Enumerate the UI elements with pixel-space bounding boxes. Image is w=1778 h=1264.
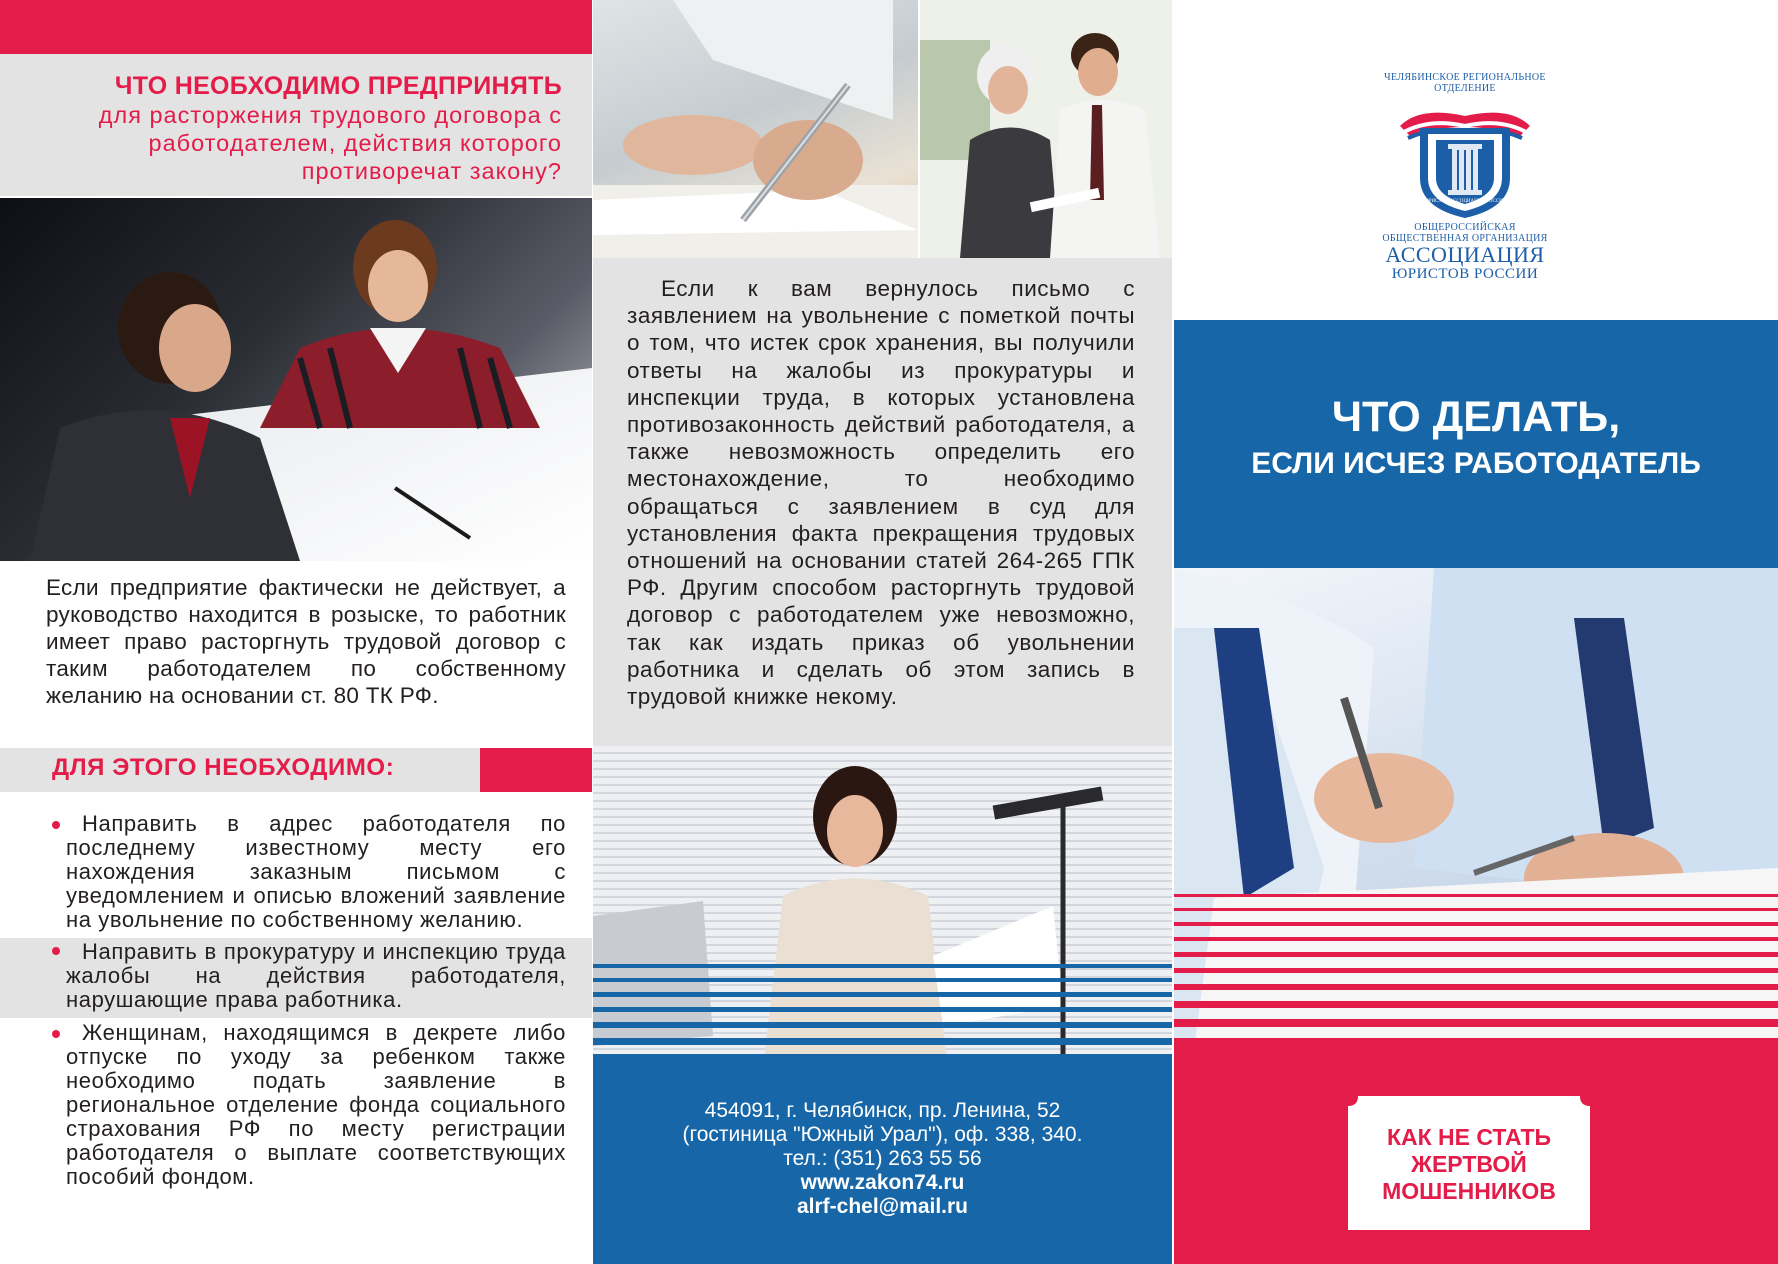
title-line-1: ЧТО ДЕЛАТЬ, <box>1331 393 1621 441</box>
photo-business-signing <box>1174 568 1778 1050</box>
left-subheading-line: противоречат закону? <box>301 158 562 184</box>
left-top-red-bar <box>0 0 592 54</box>
bottom-label-line: КАК НЕ СТАТЬ <box>1386 1124 1552 1150</box>
need-label: ДЛЯ ЭТОГО НЕОБХОДИМО: <box>52 754 395 781</box>
list-item-text: Женщинам, находящимся в декрете либо отпуске по уходу за ребенком также необходимо подать заявление в региональное отделение фонда социального страхования РФ по месту регистрации работодателя о выплате соответствующих пособий фондом. <box>66 1020 566 1189</box>
list-item-text: Направить в адрес работодателя по последнему известному месту его нахождения заказным письмом с уведомлением и описью вложений заявление на увольнение по собственному желанию. <box>66 811 566 932</box>
logo-top-line: ОТДЕЛЕНИЕ <box>1434 83 1496 94</box>
left-intro-text: Если предприятие фактически не действует, а руководство находится в розыске, то работник имеет право расторгнуть трудовой договор с таким работодателем по собственному желанию на основании ст. 80 ТК РФ. <box>46 575 566 708</box>
photo-woman-at-desk <box>593 746 1172 1068</box>
website-link[interactable]: www.zakon74.ru <box>800 1171 965 1194</box>
photo-hand-writing <box>593 0 918 258</box>
address-line-2: (гостиница "Южный Урал"), оф. 338, 340. <box>682 1123 1083 1146</box>
email-link[interactable]: alrf-chel@mail.ru <box>796 1195 969 1218</box>
left-heading: ЧТО НЕОБХОДИМО ПРЕДПРИНЯТЬ <box>114 72 562 100</box>
photo-elderly-woman-consultant <box>920 0 1172 258</box>
bottom-label <box>1348 1124 1590 1205</box>
logo-name-line-2: ЮРИСТОВ РОССИИ <box>1391 266 1539 282</box>
left-heading-block <box>40 72 562 185</box>
photo-business-meeting <box>0 198 592 561</box>
seal-text: ЮРИСТОВ АССОЦИАЦИЯ РОССИИ <box>1423 199 1507 204</box>
middle-body-text <box>627 275 1135 710</box>
need-label-red-block <box>480 748 592 792</box>
list-item <box>0 1021 592 1189</box>
organization-logo <box>1340 72 1590 282</box>
address-line-1: 454091, г. Челябинск, пр. Ленина, 52 <box>704 1099 1061 1122</box>
brochure-title <box>1174 392 1778 486</box>
contact-block <box>593 1099 1172 1219</box>
logo-name-line-1: АССОЦИАЦИЯ <box>1385 242 1545 267</box>
bottom-label-line: МОШЕННИКОВ <box>1382 1178 1556 1204</box>
bullet-dot <box>52 1030 60 1038</box>
middle-body-text-content: Если к вам вернулось письмо с заявлением на увольнение с пометкой почты о том, что истек срок хранения, вы получили ответы на жалобы из прокуратуры и инспекции труда, в которых установлена противозаконность действий работодателя, а также невозможность определить его местонахождение, то необходимо обращаться с заявлением в суд для установления факта прекращения трудовых отношений на основании статей 264-265 ГПК РФ. Другим способом расторгнуть трудовой договор с работодателем уже невозможно, так как издать приказ об увольнении работника и сделать об этом запись в трудовой книжке некому. <box>627 276 1135 710</box>
list-item <box>0 938 592 1018</box>
woman-face <box>368 250 428 322</box>
bottom-label-line: ЖЕРТВОЙ <box>1411 1151 1527 1177</box>
title-line-2: ЕСЛИ ИСЧЕЗ РАБОТОДАТЕЛЬ <box>1251 447 1701 480</box>
bullet-dot <box>52 821 60 829</box>
phone-line: тел.: (351) 263 55 56 <box>783 1147 982 1170</box>
emblem-shield-icon <box>1390 98 1540 220</box>
logo-top-line: ЧЕЛЯБИНСКОЕ РЕГИОНАЛЬНОЕ <box>1384 72 1546 83</box>
list-item-text: Направить в прокуратуру и инспекцию труда жалобы на действия работодателя, нарушающие права работника. <box>66 939 566 1012</box>
list-item <box>0 812 592 932</box>
logo-org-line: ОБЩЕРОССИЙСКАЯ <box>1414 222 1516 233</box>
left-subheading-line: для расторжения трудового договора с <box>98 102 562 128</box>
man-face <box>159 304 231 392</box>
bullet-dot <box>52 947 60 955</box>
logo-org-line: ОБЩЕСТВЕННАЯ ОРГАНИЗАЦИЯ <box>1382 233 1548 244</box>
hand-left <box>1314 753 1454 843</box>
left-subheading-line: работодателем, действия которого <box>148 130 562 156</box>
